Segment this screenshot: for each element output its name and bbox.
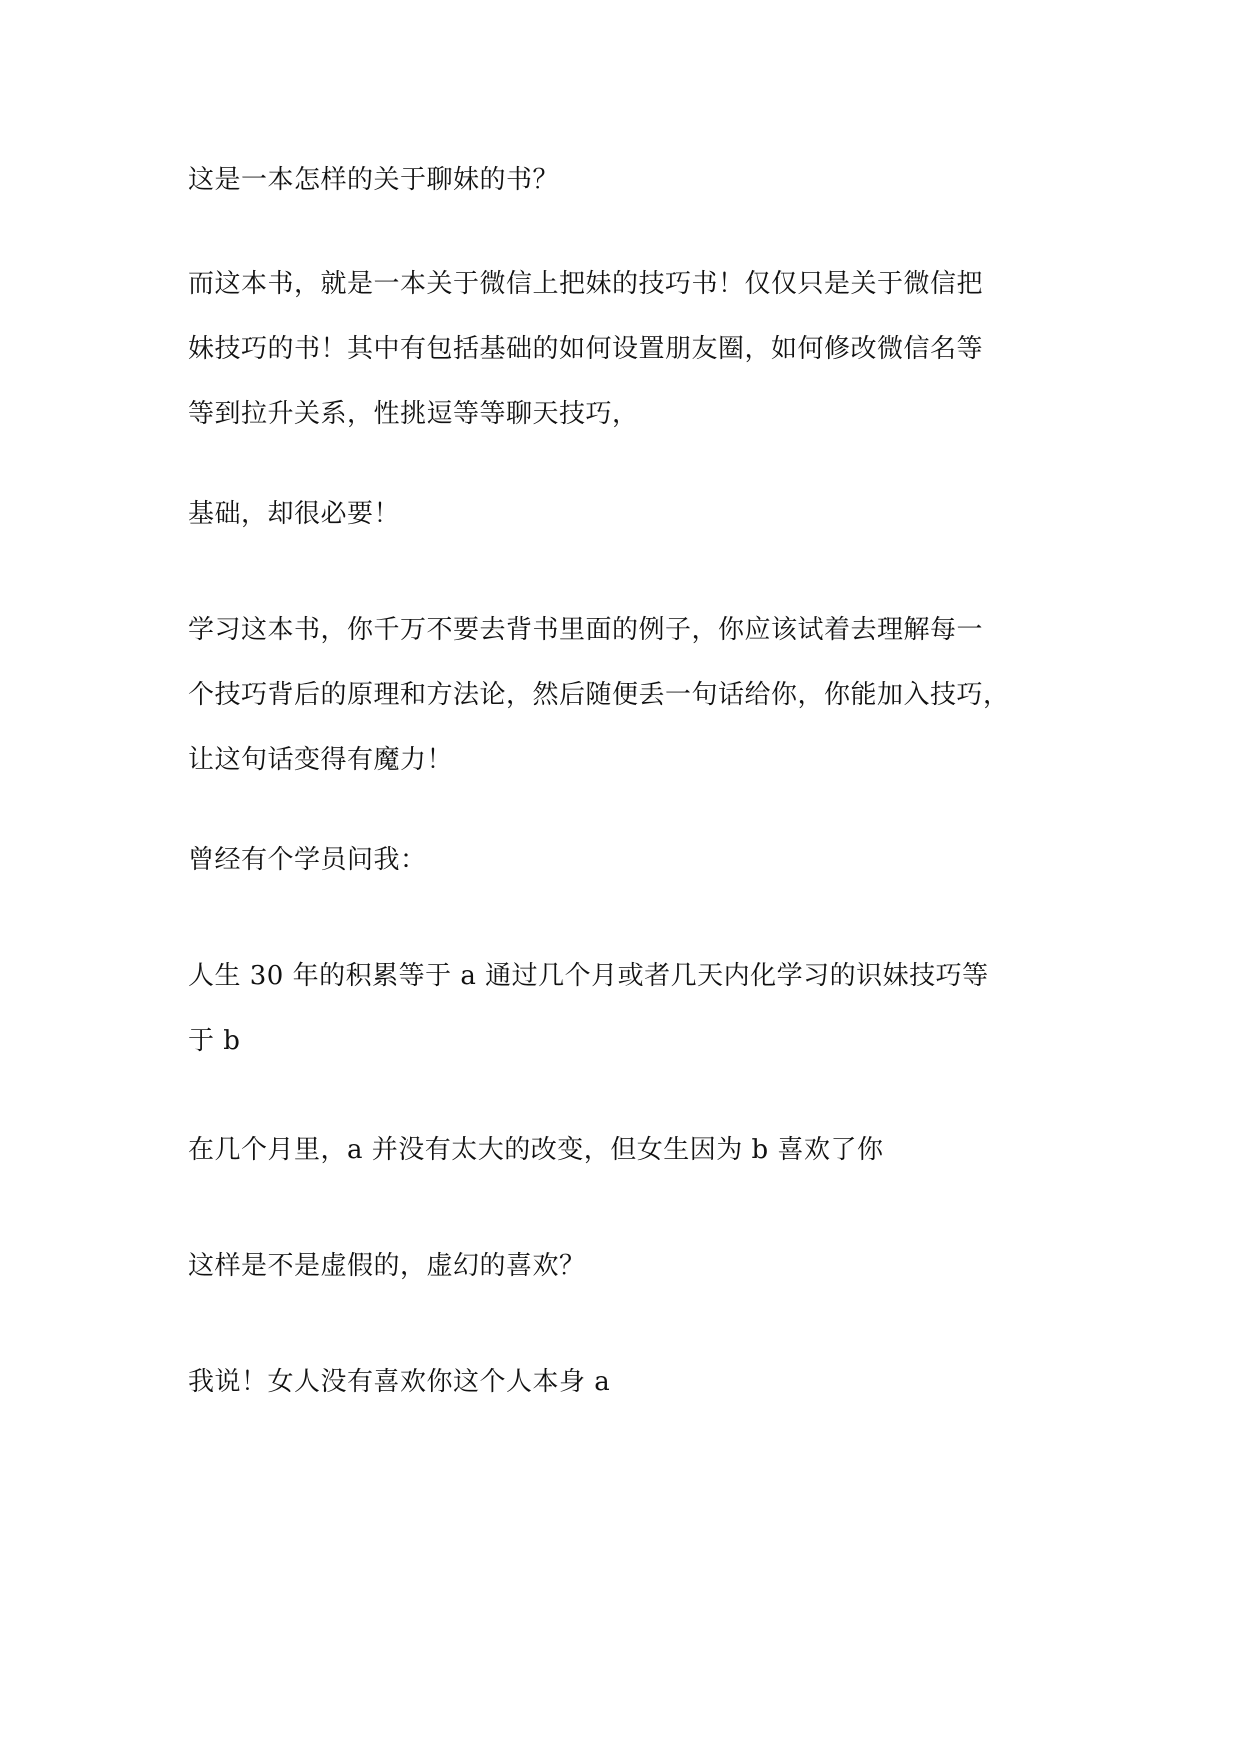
text-line: 我说！女人没有喜欢你这个人本身 a bbox=[188, 1367, 611, 1397]
paragraph-change bbox=[188, 1118, 1056, 1183]
paragraph-basics bbox=[188, 482, 1056, 547]
text-line: 让这句话变得有魔力！ bbox=[188, 745, 454, 775]
paragraph-book-description bbox=[188, 252, 1056, 447]
text-line: 等到拉升关系，性挑逗等等聊天技巧， bbox=[188, 399, 639, 429]
paragraph-answer bbox=[188, 1350, 1056, 1415]
text-line: 于 b bbox=[188, 1026, 241, 1056]
text-line: 而这本书，就是一本关于微信上把妹的技巧书！仅仅只是关于微信把 bbox=[188, 269, 984, 299]
text-line: 这是一本怎样的关于聊妹的书？ bbox=[188, 165, 560, 195]
paragraph-equation bbox=[188, 944, 1056, 1074]
text-line: 个技巧背后的原理和方法论，然后随便丢一句话给你，你能加入技巧， bbox=[188, 680, 1010, 710]
paragraph-student-question bbox=[188, 828, 1056, 893]
text-line: 在几个月里，a 并没有太大的改变，但女生因为 b 喜欢了你 bbox=[188, 1135, 884, 1165]
text-line: 这样是不是虚假的，虚幻的喜欢？ bbox=[188, 1251, 586, 1281]
text-line: 人生 30 年的积累等于 a 通过几个月或者几天内化学习的识妹技巧等 bbox=[188, 961, 989, 991]
paragraph-study-advice bbox=[188, 598, 1056, 793]
text-line: 曾经有个学员问我： bbox=[188, 845, 427, 875]
paragraph-question-title bbox=[188, 148, 1056, 213]
text-line: 基础，却很必要！ bbox=[188, 499, 401, 529]
text-line: 妹技巧的书！其中有包括基础的如何设置朋友圈，如何修改微信名等 bbox=[188, 334, 984, 364]
paragraph-doubt bbox=[188, 1234, 1056, 1299]
text-line: 学习这本书，你千万不要去背书里面的例子，你应该试着去理解每一 bbox=[188, 615, 984, 645]
